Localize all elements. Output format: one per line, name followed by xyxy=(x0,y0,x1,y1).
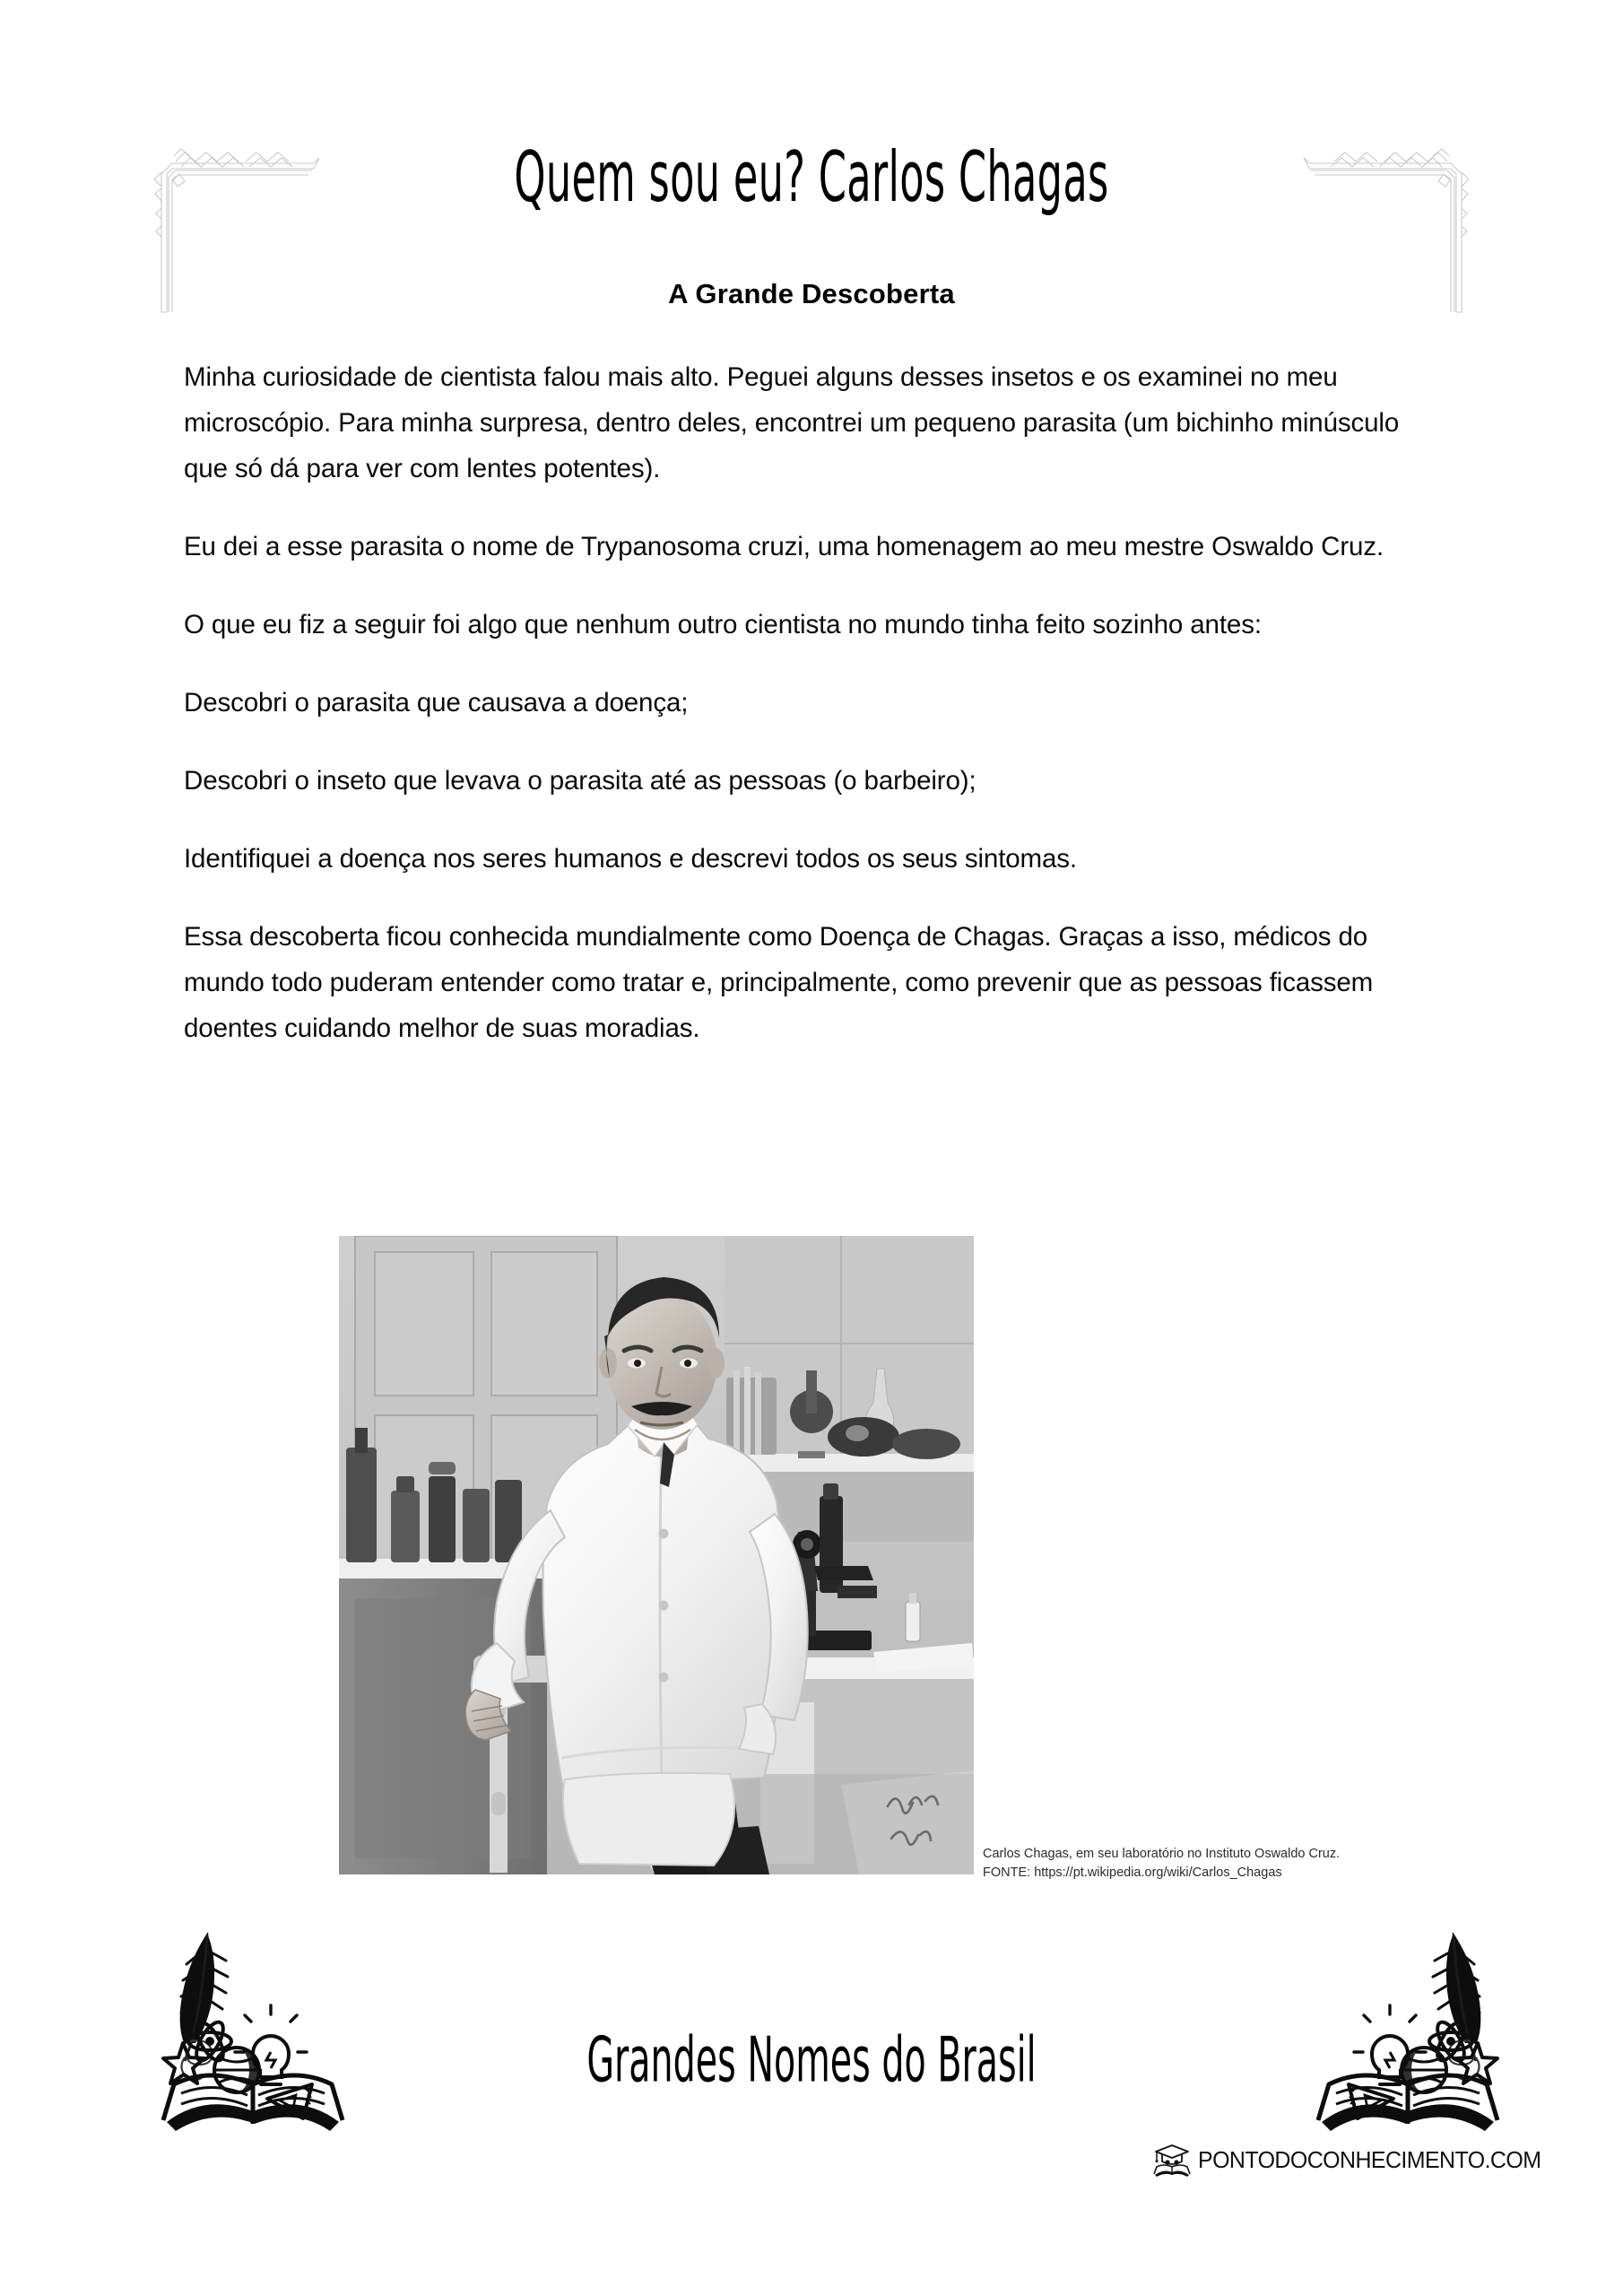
book-quill-emblem-right-icon xyxy=(1300,1909,1506,2133)
paragraph: O que eu fiz a seguir foi algo que nenhum outro cientista no mundo tinha feito sozinho antes: xyxy=(184,610,1262,639)
body-text xyxy=(184,354,1430,1051)
book-quill-emblem-left-icon xyxy=(154,1909,360,2133)
paragraph: Eu dei a esse parasita o nome de Trypanosoma cruzi, uma homenagem ao meu mestre Oswaldo Cruz. xyxy=(184,532,1384,561)
series-title: Grandes Nomes do Brasil xyxy=(586,2022,1037,2097)
carlos-chagas-photo xyxy=(339,1236,974,1874)
page-subtitle: A Grande Descoberta xyxy=(668,278,955,309)
paragraph: Descobri o inseto que levava o parasita até as pessoas (o barbeiro); xyxy=(184,766,976,796)
paragraph: Minha curiosidade de cientista falou mais alto. Peguei alguns desses insetos e os examinei no meu microscópio. Para minha surpresa, dentro deles, encontrei um pequeno parasita (um bichinho minúsculo que só dá para ver com lentes potentes). xyxy=(184,362,1400,483)
brand-footer xyxy=(1152,2142,1555,2178)
page-title-block xyxy=(0,135,1623,218)
paragraph: Essa descoberta ficou conhecida mundialmente como Doença de Chagas. Graças a isso, médicos do mundo todo puderam entender como tratar e, principalmente, como prevenir que as pessoas ficassem doentes cuidando melhor de suas moradias. xyxy=(184,922,1374,1043)
photo-caption-line-1: Carlos Chagas, em seu laboratório no Instituto Oswaldo Cruz. xyxy=(983,1847,1341,1861)
paragraph: Descobri o parasita que causava a doença; xyxy=(184,688,689,718)
graduation-cap-book-logo-icon xyxy=(1152,2142,1192,2178)
page-title: Quem sou eu? Carlos Chagas xyxy=(514,135,1109,218)
paragraph: Identifiquei a doença nos seres humanos e descrevi todos os seus sintomas. xyxy=(184,844,1078,874)
carlos-chagas-photo-illustration xyxy=(339,1236,974,1874)
photo-caption-line-2: FONTE: https://pt.wikipedia.org/wiki/Carlos_Chagas xyxy=(983,1866,1282,1880)
brand-name: PONTODOCONHECIMENTO.COM xyxy=(1198,2145,1541,2173)
photo-caption xyxy=(983,1845,1359,1883)
